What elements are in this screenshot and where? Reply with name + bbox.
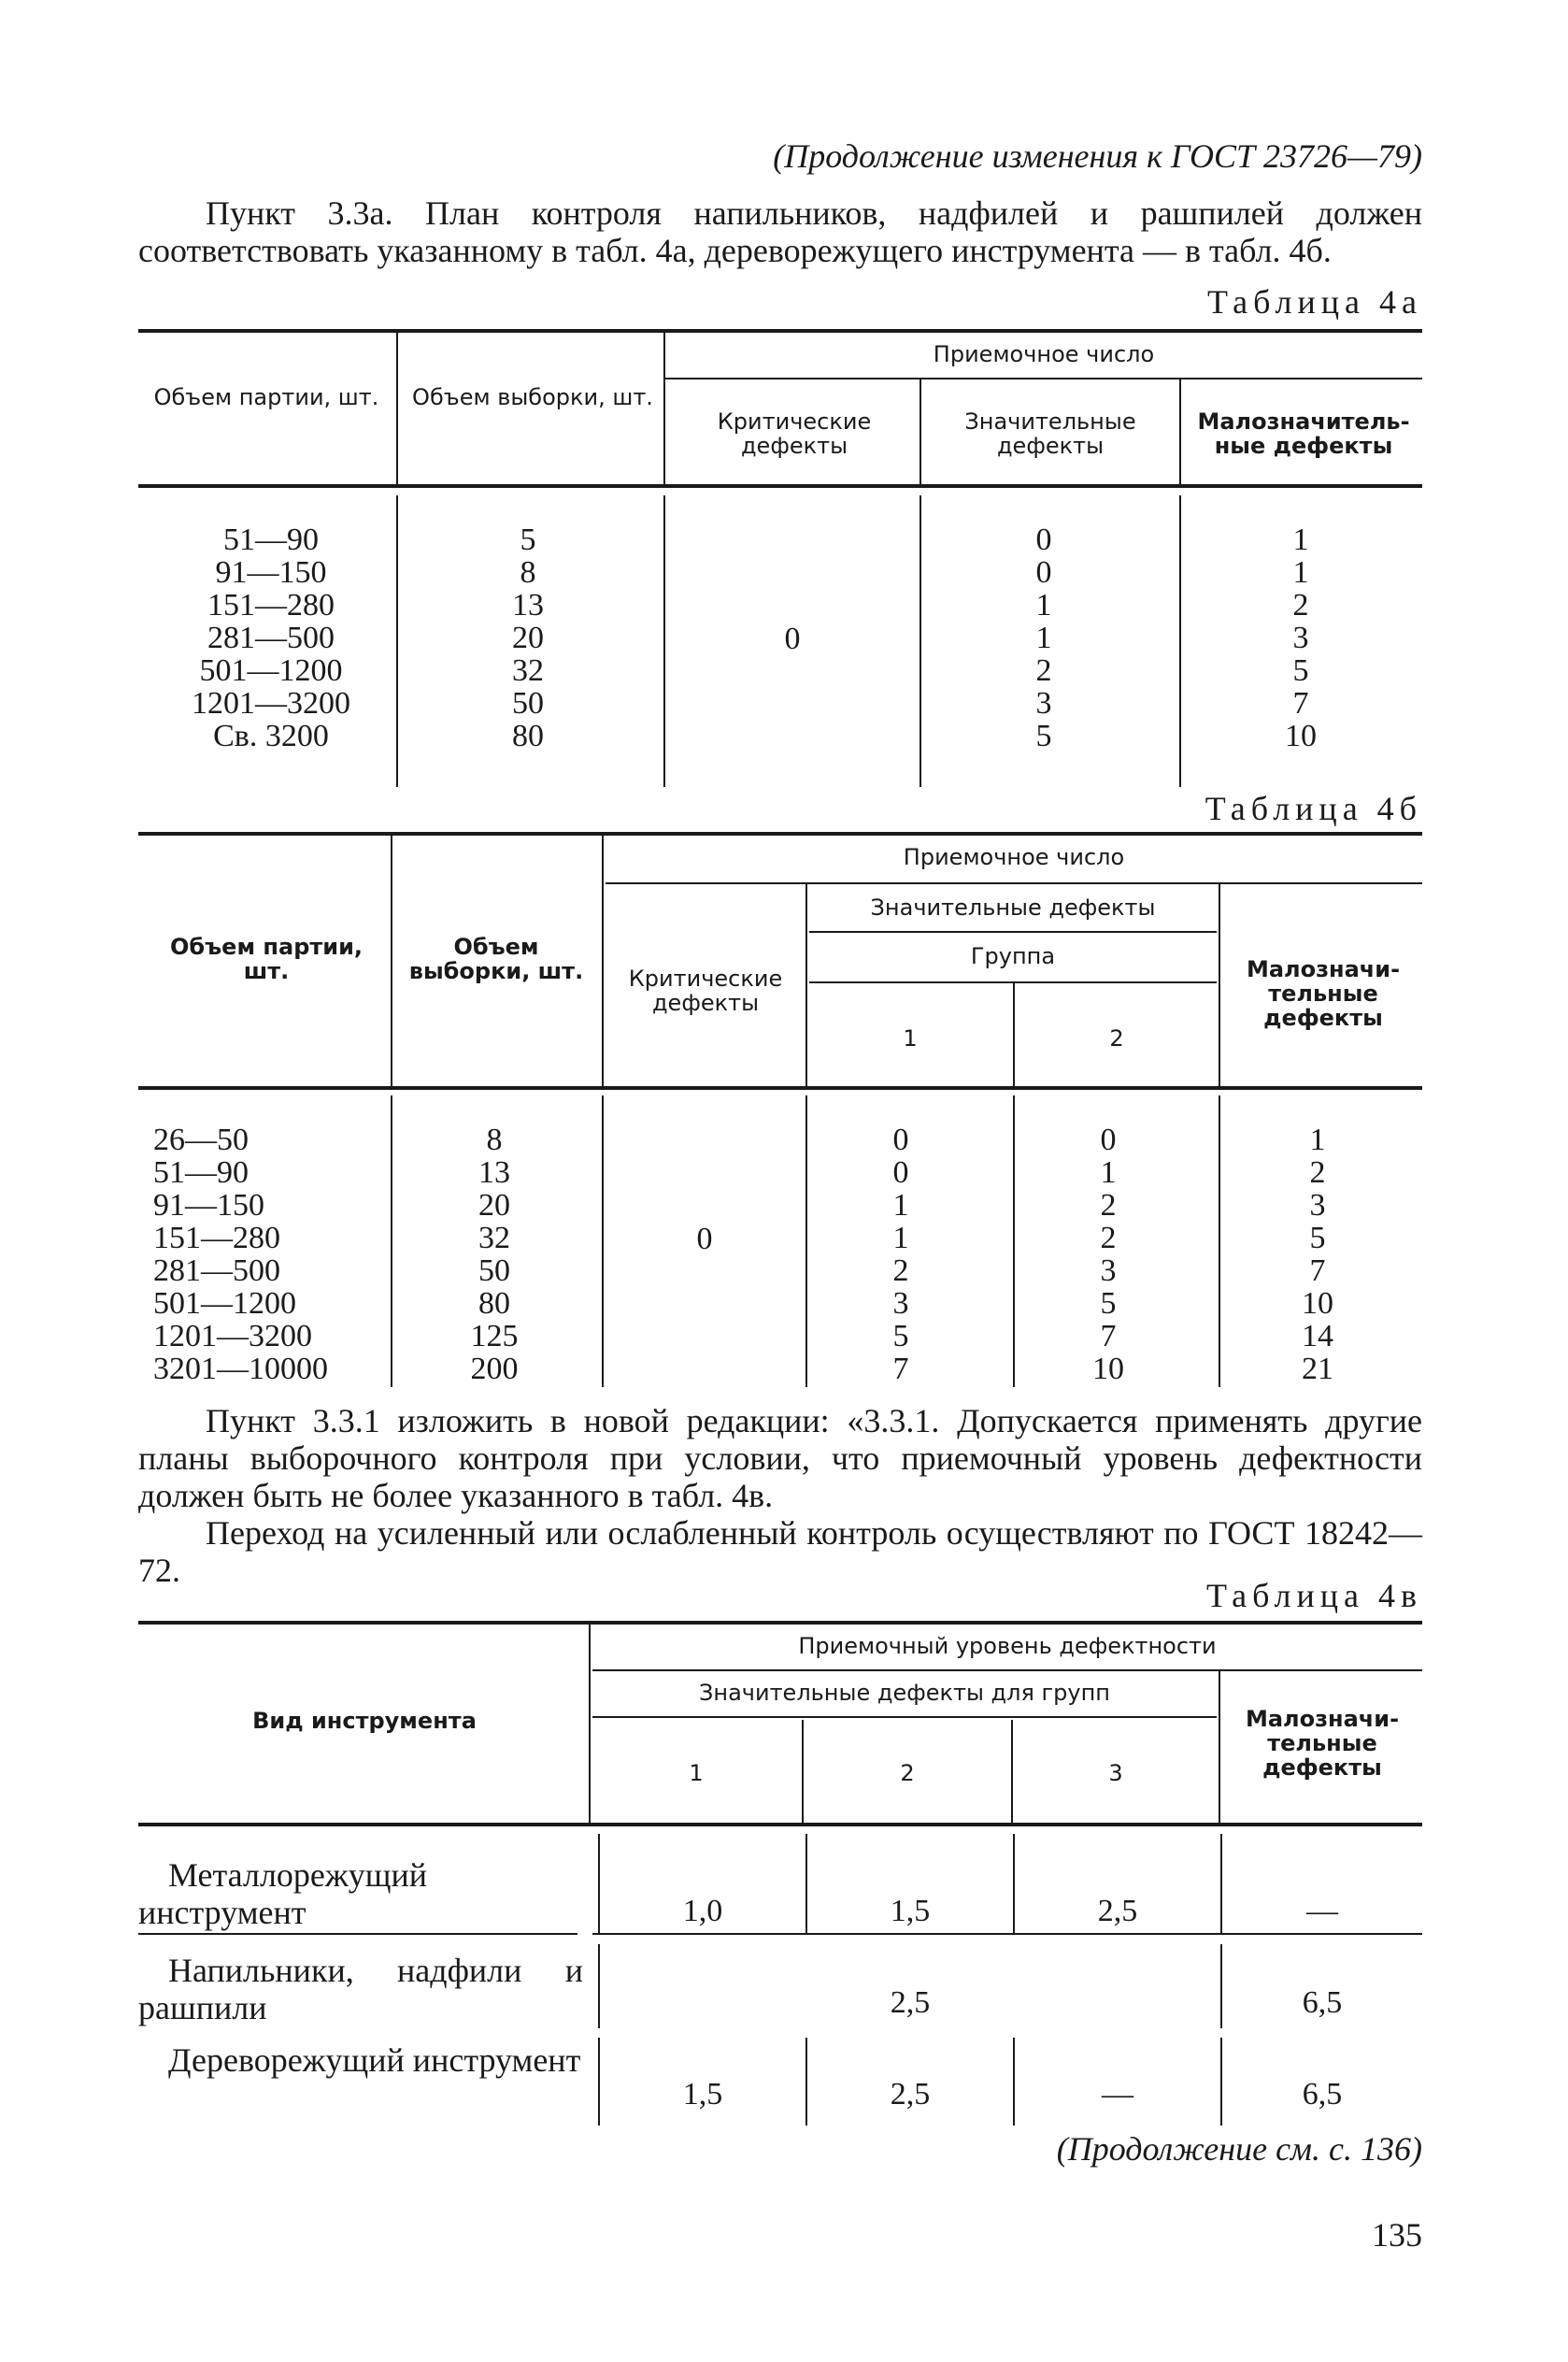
table-4b-header-minor: Малозначи-тельные дефекты: [1246, 956, 1401, 1031]
table-4a-label: Таблица 4а: [1207, 283, 1422, 321]
table-4b-divider: [805, 884, 807, 1086]
table-4a-column-minor: [1189, 523, 1413, 752]
table-4b-divider: [1219, 884, 1220, 1086]
table-4b-sample-cell: 8: [486, 1123, 503, 1157]
table-4b-lot-cell: 281—500: [153, 1253, 280, 1288]
table-4a-major-cell: 1: [1035, 588, 1052, 623]
table-4a-header-major: Значительные дефекты: [964, 408, 1136, 459]
table-4a-major-cell: 0: [1035, 523, 1052, 557]
table-4b-acceptance-rule: [606, 882, 1422, 884]
table-4v-aql-rule: [592, 1669, 1422, 1671]
table-4b-top-rule: [138, 832, 1422, 836]
table-4a-minor-cell: 5: [1292, 653, 1309, 688]
table-4a-critical-value: 0: [784, 622, 801, 656]
table-4b-group-2-cell: 10: [1092, 1352, 1124, 1386]
table-4v-row-1-tool: Металлорежущий инструмент: [138, 1856, 428, 1931]
table-4a-sample-cell: 8: [520, 555, 536, 590]
table-4v-header-group-3: 3: [1108, 1760, 1123, 1786]
table-4v-divider: [589, 1625, 591, 1823]
table-4b-divider: [602, 836, 604, 1086]
table-4a-lot-cell: 151—280: [207, 588, 335, 623]
table-4v-row-rule: [592, 1933, 1422, 1935]
table-4a-sample-cell: 80: [512, 719, 544, 753]
table-4b-group-1-cell: 0: [892, 1123, 909, 1157]
table-4b-lot-cell: 91—150: [153, 1188, 264, 1223]
table-4b-sample-cell: 200: [470, 1352, 519, 1386]
table-4v-row-3-g1: 1,5: [682, 2077, 723, 2111]
table-4b-sample-cell: 32: [478, 1221, 510, 1255]
table-4b-header-major: Значительные дефекты: [870, 895, 1156, 921]
table-4a-sample-cell: 20: [512, 621, 544, 655]
table-4a-lot-cell: 51—90: [223, 523, 319, 557]
table-4v-header-rule: [138, 1823, 1422, 1826]
table-4a-sample-cell: 13: [512, 588, 544, 623]
table-4a-column-major: [929, 523, 1159, 752]
table-4a-major-cell: 1: [1035, 621, 1052, 655]
table-4v-row-1-g3: 2,5: [1097, 1894, 1138, 1928]
table-4v-top-rule: [138, 1621, 1422, 1625]
table-4b-lot-cell: 3201—10000: [153, 1352, 328, 1386]
table-4b-lot-cell: 501—1200: [153, 1286, 296, 1321]
table-4a-minor-cell: 1: [1292, 555, 1309, 590]
table-4b-group-1-cell: 7: [892, 1352, 909, 1386]
table-4b-group-1-cell: 3: [892, 1286, 909, 1321]
table-4b-group-2-cell: 7: [1100, 1319, 1117, 1353]
table-4b-group-2-cell: 3: [1100, 1253, 1117, 1288]
table-4b-divider: [391, 836, 392, 1086]
table-4b-sample-cell: 20: [478, 1188, 510, 1223]
table-4b-column-lot: [131, 1124, 406, 1385]
table-4a-header-sample: Объем выборки, шт.: [412, 384, 653, 410]
table-4v-row-3-minor: 6,5: [1302, 2077, 1343, 2111]
table-4v-row-rule: [138, 1933, 577, 1935]
table-4a-divider: [396, 333, 398, 484]
table-4b-minor-cell: 1: [1309, 1123, 1326, 1157]
table-4b-group-1-cell: 1: [892, 1188, 909, 1223]
table-4a-header-minor: Малозначитель-ные дефекты: [1197, 408, 1410, 459]
table-4b-minor-cell: 2: [1309, 1155, 1326, 1190]
table-4v-row-1-minor: —: [1306, 1894, 1338, 1928]
table-4b-group-2-cell: 1: [1100, 1155, 1117, 1190]
table-4b-group-1-cell: 0: [892, 1155, 909, 1190]
table-4b-header-group: Группа: [970, 943, 1056, 969]
table-4a-divider: [1179, 379, 1181, 484]
continuation-header: (Продолжение изменения к ГОСТ 23726—79): [773, 137, 1422, 175]
table-4a-lot-cell: Св. 3200: [213, 719, 329, 753]
table-4b-group-2-cell: 5: [1100, 1286, 1117, 1321]
table-4b-group-2-cell: 2: [1100, 1188, 1117, 1223]
table-4b-group-1-cell: 5: [892, 1319, 909, 1353]
table-4v-header-aql: Приемочный уровень дефектности: [798, 1633, 1217, 1659]
table-4b-lot-cell: 51—90: [153, 1155, 249, 1190]
table-4v-header-major: Значительные дефекты для групп: [699, 1680, 1110, 1706]
table-4v-row-2-tool: Напильники, надфили и рашпили: [138, 1952, 583, 2026]
table-4a-header-rule: [138, 484, 1422, 488]
table-4b-label: Таблица 4б: [1205, 790, 1422, 827]
table-4a-divider: [1179, 495, 1181, 787]
table-4b-lot-cell: 1201—3200: [153, 1319, 312, 1353]
table-4a-header-critical: Критические дефекты: [717, 408, 872, 459]
table-4b-column-group-1: [807, 1124, 994, 1385]
table-4b-header-lot: Объем партии, шт.: [169, 934, 363, 984]
table-4a-sample-cell: 5: [520, 523, 536, 557]
table-4a-lot-cell: 281—500: [207, 621, 335, 655]
table-4b-sample-cell: 125: [470, 1319, 519, 1353]
table-4b-sample-cell: 13: [478, 1155, 510, 1190]
table-4b-group-1-cell: 2: [892, 1253, 909, 1288]
table-4v-row-1-g2: 1,5: [890, 1894, 931, 1928]
table-4b-sample-cell: 50: [478, 1253, 510, 1288]
table-4a-major-cell: 5: [1035, 719, 1052, 753]
table-4b-critical-value: 0: [696, 1222, 713, 1256]
table-4b-divider: [1013, 983, 1015, 1086]
table-4a-header-lot: Объем партии, шт.: [153, 384, 379, 410]
table-4b-minor-cell: 10: [1302, 1286, 1333, 1321]
paragraph-3-3a: Пункт 3.3а. План контроля напильников, надфилей и рашпилей должен соответствовать указанному в табл. 4а, дереворежущего инструмента — в табл. 4б.: [138, 194, 1422, 269]
table-4v-header-tool: Вид инструмента: [252, 1708, 477, 1734]
table-4a-sample-cell: 50: [512, 686, 544, 721]
table-4b-column-minor: [1224, 1124, 1411, 1385]
table-4b-header-rule: [138, 1086, 1422, 1090]
table-4v-row-3-tool: Дереворежущий инструмент: [168, 2041, 581, 2079]
table-4a-lot-cell: 501—1200: [199, 653, 343, 688]
table-4a-column-sample: [411, 523, 645, 752]
continuation-footer: (Продолжение см. с. 136): [1056, 2130, 1422, 2168]
table-4b-group-2-cell: 2: [1100, 1221, 1117, 1255]
paragraph-transition: Переход на усиленный или ослабленный контроль осуществляют по ГОСТ 18242—72.: [138, 1514, 1422, 1589]
table-4a-minor-cell: 7: [1292, 686, 1309, 721]
table-4v-row-2-merged: 2,5: [890, 1985, 931, 2020]
table-4b-lot-cell: 26—50: [153, 1123, 249, 1157]
table-4b-divider: [1219, 1095, 1220, 1387]
table-4a-acceptance-rule: [665, 378, 1422, 379]
page-number: 135: [1372, 2216, 1422, 2254]
table-4a-divider: [396, 495, 398, 787]
table-4b-minor-cell: 5: [1309, 1221, 1326, 1255]
table-4v-header-group-1: 1: [689, 1760, 704, 1786]
table-4b-minor-cell: 21: [1302, 1352, 1333, 1386]
table-4b-group-1-cell: 1: [892, 1221, 909, 1255]
table-4v-label: Таблица 4в: [1206, 1577, 1422, 1614]
table-4a-lot-cell: 91—150: [215, 555, 327, 590]
table-4b-header-critical: Критические дефекты: [628, 966, 783, 1016]
table-4v-header-group-2: 2: [900, 1760, 915, 1786]
table-4a-divider: [919, 379, 921, 484]
table-4b-minor-cell: 14: [1302, 1319, 1333, 1353]
table-4b-header-acceptance: Приемочное число: [903, 844, 1125, 870]
table-4a-minor-cell: 3: [1292, 621, 1309, 655]
table-4a-major-cell: 2: [1035, 653, 1052, 688]
paragraph-3-3-1: Пункт 3.3.1 изложить в новой редакции: «3.3.1. Допускается применять другие планы выборочного контроля при условии, что приемочный уровень дефектности должен быть не более указанного в табл. 4в.: [138, 1402, 1422, 1514]
table-4b-lot-cell: 151—280: [153, 1221, 280, 1255]
table-4a-top-rule: [138, 329, 1422, 333]
table-4a-minor-cell: 1: [1292, 523, 1309, 557]
table-4a-major-cell: 0: [1035, 555, 1052, 590]
table-4a-divider: [919, 495, 921, 787]
table-4b-minor-cell: 3: [1309, 1188, 1326, 1223]
table-4b-major-rule: [809, 931, 1217, 933]
table-4b-header-group-1: 1: [903, 1025, 918, 1052]
table-4v-row-3-g3: —: [1102, 2077, 1133, 2111]
table-4v-row-3-g2: 2,5: [890, 2077, 931, 2111]
table-4v-divider: [1219, 1671, 1220, 1823]
table-4b-column-sample: [396, 1124, 592, 1385]
table-4a-column-lot: [159, 523, 383, 752]
table-4a-minor-cell: 2: [1292, 588, 1309, 623]
table-4v-row-1-g1: 1,0: [682, 1894, 723, 1928]
table-4v-major-rule: [592, 1716, 1217, 1718]
table-4a-major-cell: 3: [1035, 686, 1052, 721]
table-4b-header-group-2: 2: [1109, 1025, 1124, 1052]
table-4a-minor-cell: 10: [1285, 719, 1317, 753]
table-4b-column-group-2: [1015, 1124, 1202, 1385]
table-4b-group-2-cell: 0: [1100, 1123, 1117, 1157]
table-4b-minor-cell: 7: [1309, 1253, 1326, 1288]
table-4b-sample-cell: 80: [478, 1286, 510, 1321]
table-4a-header-acceptance: Приемочное число: [933, 341, 1155, 367]
table-4b-header-sample: Объем выборки, шт.: [408, 934, 584, 984]
table-4v-row-2-minor: 6,5: [1302, 1985, 1343, 2020]
table-4v-header-minor: Малозначи-тельные дефекты: [1245, 1706, 1400, 1781]
table-4a-lot-cell: 1201—3200: [192, 686, 350, 721]
table-4a-sample-cell: 32: [512, 653, 544, 688]
